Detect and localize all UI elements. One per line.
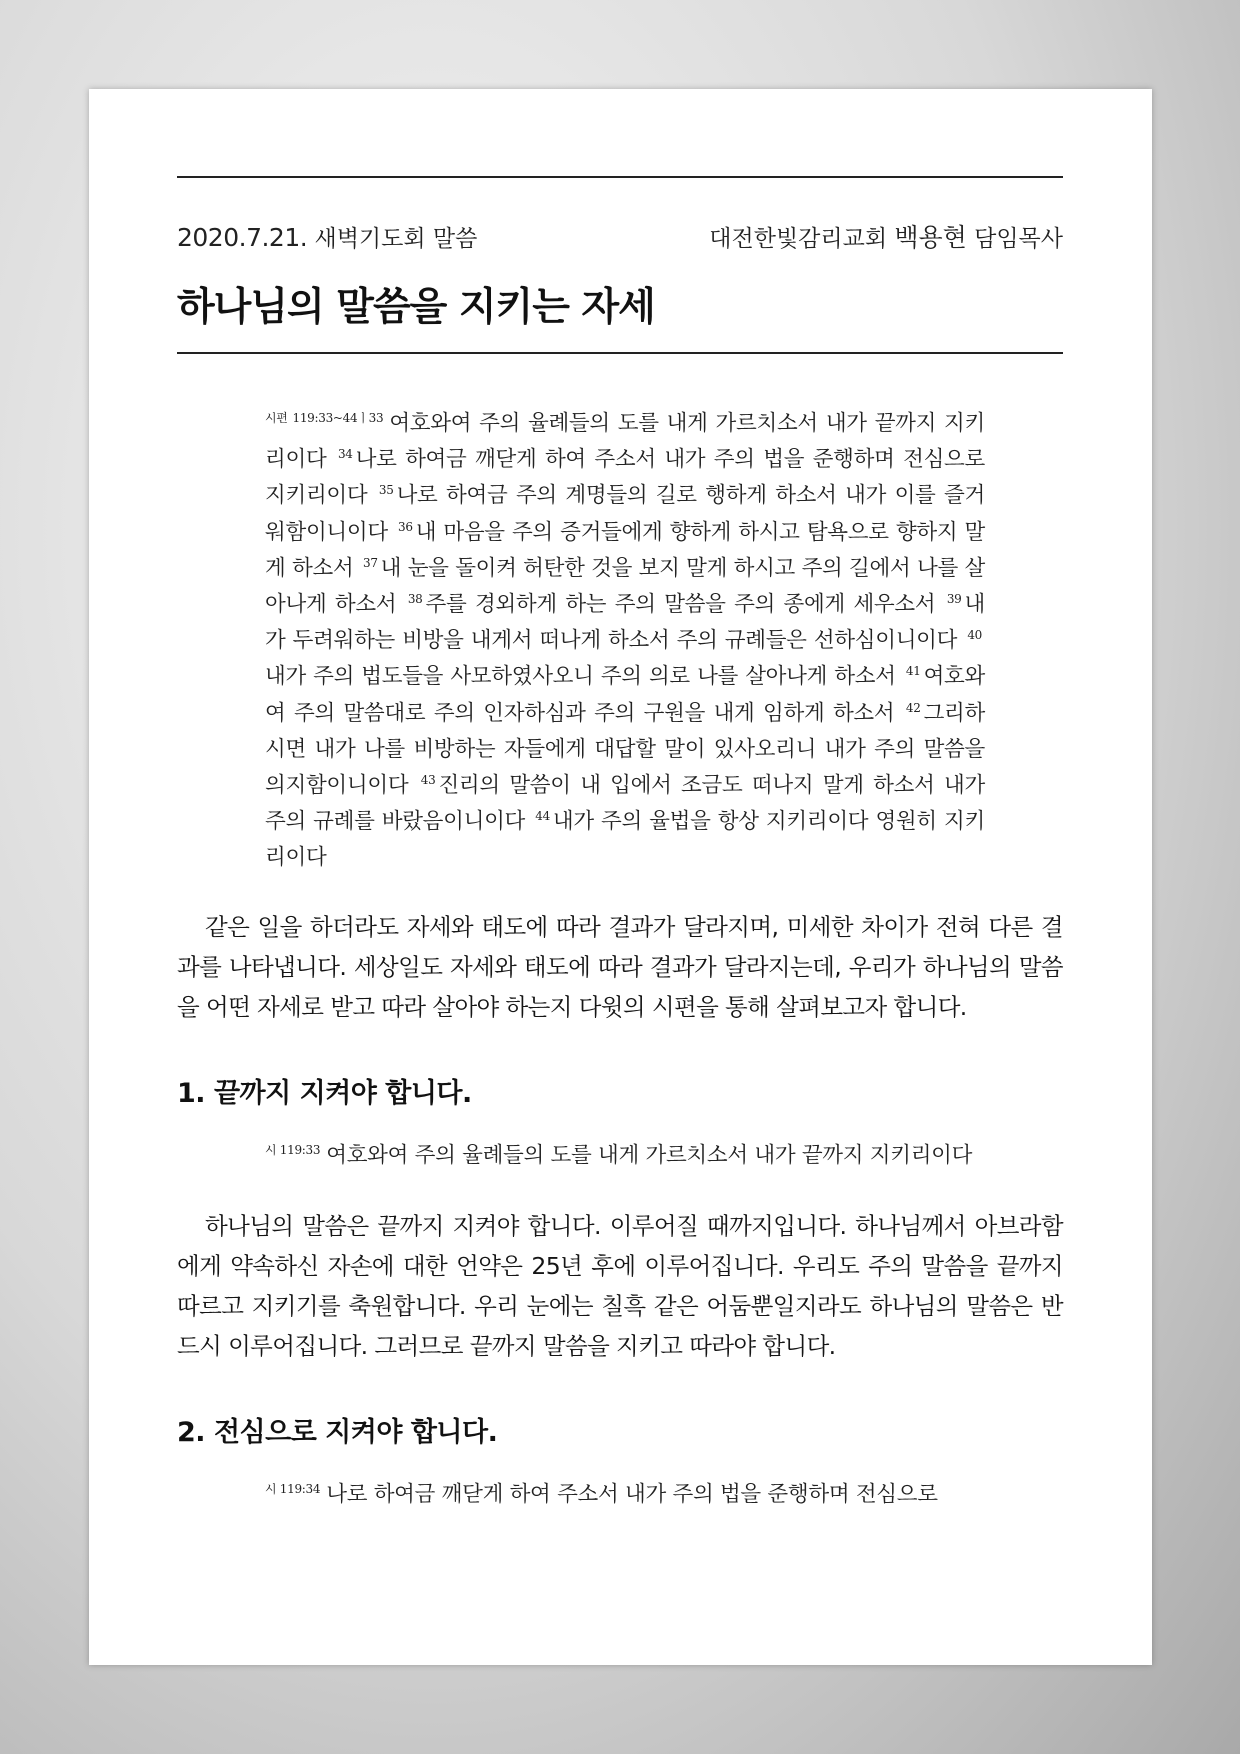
scripture-reference: 시편 119:33~44ㅣ33	[265, 411, 384, 425]
date-service	[177, 220, 477, 253]
verse-40: 내가 주의 법도들을 사모하였사오니 주의 의로 나를 살아나게 하소서	[265, 664, 896, 690]
church-pastor	[709, 218, 1063, 254]
verse-number-44: 44	[535, 809, 550, 824]
top-rule	[177, 176, 1063, 178]
pastor-title: 담임목사	[974, 226, 1063, 252]
verse-34: 나로 하여금 깨닫게 하여 주소서 내가 주의 법을 준행하며 전심으로 지키리이다	[265, 447, 985, 509]
section-2-verse-text: 나로 하여금 깨닫게 하여 주소서 내가 주의 법을 준행하며 전심으로	[326, 1481, 938, 1507]
verse-36: 내 마음을 주의 증거들에게 향하게 하시고 탐욕으로 향하지 말게 하소서	[265, 519, 985, 581]
document-page	[89, 89, 1152, 1665]
verse-number-34: 34	[337, 447, 353, 462]
verse-38: 주를 경외하게 하는 주의 말씀을 주의 종에게 세우소서	[425, 592, 936, 618]
verse-number-38: 38	[407, 592, 423, 607]
verse-44: 내가 주의 율법을 항상 지키리이다 영원히 지키리이다	[265, 809, 985, 871]
verse-number-37: 37	[363, 555, 378, 570]
pastor-name: 백용현	[894, 223, 967, 252]
verse-35: 나로 하여금 주의 계명들의 길로 행하게 하소서 내가 이를 즐거워함이니이다	[265, 483, 985, 545]
sermon-date: 2020.7.21.	[177, 223, 308, 252]
section-1-body: 하나님의 말씀은 끝까지 지켜야 합니다. 이루어질 때까지입니다. 하나님께서 아브라함에게 약속하신 자손에 대한 언약은 25년 후에 이루어집니다. 우리도 주의 말씀을 끝까지 따르고 지키기를 축원합니다. 우리 눈에는 칠흑 같은 어둠뿐일지라도 하나님의 말씀은 반드시 이루어집니다. 그러므로 끝까지 말씀을 지키고 따라야 합니다.	[177, 1211, 1063, 1360]
service-name: 새벽기도회 말씀	[314, 226, 478, 252]
verse-number-43: 43	[420, 773, 436, 788]
intro-paragraph: 같은 일을 하더라도 자세와 태도에 따라 결과가 달라지며, 미세한 차이가 전혀 다른 결과를 나타냅니다. 세상일도 자세와 태도에 따라 결과가 달라지는데, 우리가 하나님의 말씀을 어떤 자세로 받고 따라 살아야 하는지 다윗의 시편을 통해 살펴보고자 합니다.	[177, 912, 1063, 1021]
verse-37: 내 눈을 돌이켜 허탄한 것을 보지 말게 하시고 주의 길에서 나를 살아나게 하소서	[265, 555, 985, 618]
verse-number-40: 40	[967, 628, 982, 643]
section-2-heading: 2. 전심으로 지켜야 합니다.	[177, 1416, 498, 1448]
verse-33: 여호와여 주의 율례들의 도를 내게 가르치소서 내가 끝까지 지키리이다	[265, 411, 985, 473]
page-content	[177, 176, 1063, 1515]
section-1-verse	[265, 1130, 985, 1176]
verse-41: 여호와여 주의 말씀대로 주의 인자하심과 주의 구원을 내게 임하게 하소서	[265, 664, 985, 726]
verse-39: 내가 두려워하는 비방을 내게서 떠나게 하소서 주의 규례들은 선하심이니이다	[265, 592, 985, 654]
scripture-passage	[265, 400, 985, 877]
section-1-verse-text: 여호와여 주의 율례들의 도를 내게 가르치소서 내가 끝까지 지키리이다	[326, 1142, 973, 1168]
verse-number-42: 42	[905, 700, 921, 715]
title-rule	[177, 352, 1063, 354]
verse-number-36: 36	[398, 519, 413, 534]
sermon-title: 하나님의 말씀을 지키는 자세	[177, 285, 655, 330]
church-name: 대전한빛감리교회	[709, 226, 888, 252]
header-row	[177, 218, 1063, 254]
section-2-verse-ref: 시 119:34	[265, 1481, 321, 1496]
section-1-heading: 1. 끝까지 지켜야 합니다.	[177, 1077, 472, 1109]
verse-42: 그리하시면 내가 나를 비방하는 자들에게 대답할 말이 있사오리니 내가 주의 말씀을 의지함이니이다	[265, 700, 985, 799]
verse-number-35: 35	[378, 483, 394, 498]
section-1-verse-ref: 시 119:33	[265, 1142, 321, 1157]
verse-43: 진리의 말씀이 내 입에서 조금도 떠나지 말게 하소서 내가 주의 규례를 바랐음이니이다	[265, 773, 985, 835]
verse-number-41: 41	[905, 664, 921, 679]
verse-number-39: 39	[946, 592, 962, 607]
section-2-verse	[265, 1469, 985, 1515]
